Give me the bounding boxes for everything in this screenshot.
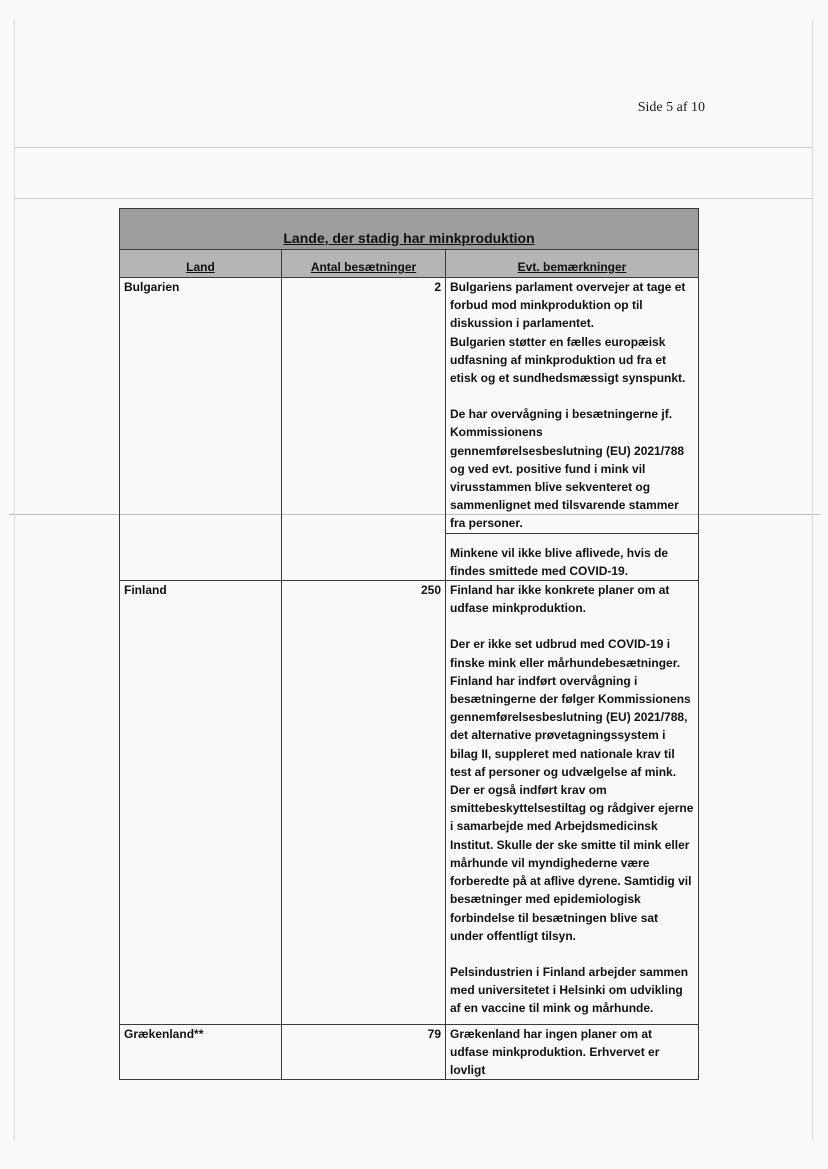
remark-paragraph: Pelsindustrien i Finland arbejder sammen med universitetet i Helsinki om udvikling af en vaccine til mink og mårhunde. bbox=[450, 964, 689, 1016]
remarks-cell bbox=[446, 1024, 699, 1080]
remarks-cell bbox=[446, 533, 699, 580]
remark-paragraph: Finland har ikke konkrete planer om at udfase minkproduktion. bbox=[450, 583, 670, 616]
remark-paragraph: Der er ikke set udbrud med COVID-19 i finske mink eller mårhundebesætninger. Finland har indført overvågning i besætningerne der følger Kommissionens gennemførelsesbeslutning (EU) 2021/788, det alternative prøvetagningssystem i bilag II, suppleret med nationale krav til test af personer og udvælgelse af mink. Der er også indført krav om smittebeskyttelsestiltag og rådgiver ejerne i samarbejde med Arbejdsmedicinsk Institut. Skulle der ske smitte til mink eller mårhunde vil myndighederne være forberedte på at aflive dyrene. Samtidig vil besætninger med epidemiologisk forbindelse til besætningen blive sat under offentligt tilsyn. bbox=[450, 637, 694, 943]
table-row bbox=[120, 278, 699, 534]
remark-paragraph: Bulgarien støtter en fælles europæisk udfasning af minkproduktion ud fra et etisk og et sundhedsmæssigt synspunkt. bbox=[450, 334, 686, 386]
scan-artifact-line bbox=[14, 198, 814, 199]
scan-artifact-line bbox=[14, 147, 814, 148]
farm-count-cell: 79 bbox=[282, 1024, 446, 1080]
farm-count-cell: 250 bbox=[282, 581, 446, 1024]
scan-artifact-line bbox=[812, 20, 813, 1140]
table-title: Lande, der stadig har minkproduktion bbox=[120, 209, 699, 250]
remarks-cell bbox=[446, 581, 699, 1024]
table-row bbox=[120, 1024, 699, 1080]
mink-production-table bbox=[119, 208, 699, 1080]
country-cell: Bulgarien bbox=[120, 278, 282, 581]
scan-artifact-line bbox=[14, 20, 15, 1140]
page-number: Side 5 af 10 bbox=[637, 100, 705, 115]
remark-paragraph: Grækenland har ingen planer om at udfase minkproduktion. Erhvervet er lovligt bbox=[450, 1026, 660, 1077]
farm-count-cell: 2 bbox=[282, 278, 446, 581]
country-cell: Grækenland** bbox=[120, 1024, 282, 1080]
table-row bbox=[120, 581, 699, 1024]
remark-paragraph: Minkene vil ikke blive aflivede, hvis de findes smittede med COVID-19. bbox=[450, 545, 669, 578]
remarks-cell bbox=[446, 278, 699, 534]
column-header-country: Land bbox=[120, 250, 282, 278]
country-cell: Finland bbox=[120, 581, 282, 1024]
column-header-remarks: Evt. bemærkninger bbox=[446, 250, 699, 278]
remark-paragraph: De har overvågning i besætningerne jf. Kommissionens gennemførelsesbeslutning (EU) 2021/788 og ved evt. positive fund i mink vil virusstammen blive sekventeret og sammenlignet med tilsvarende stammer fra personer. bbox=[450, 407, 685, 531]
column-header-farms: Antal besætninger bbox=[282, 250, 446, 278]
remark-paragraph: Bulgariens parlament overvejer at tage et forbud mod minkproduktion op til diskussion i parlamentet. bbox=[450, 280, 686, 331]
